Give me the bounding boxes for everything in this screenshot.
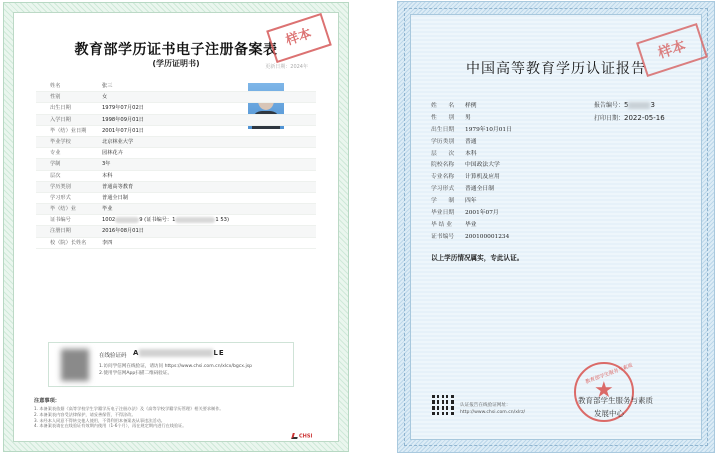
qr-code-icon: [432, 395, 454, 417]
field-label: 学 制: [431, 198, 455, 205]
verification-line: 2.使用学信网App扫描二维码验证。: [99, 370, 173, 376]
field-row: [431, 195, 601, 207]
redacted-mask: [175, 217, 215, 223]
verification-url-link: http://www.chsi.com.cn/xlrz/: [460, 409, 526, 415]
field-label: 专业名称: [431, 174, 455, 181]
field-row: [431, 231, 601, 243]
note-item: 2. 本备案表内容受法律保护，请妥善保管，不得涂改。: [34, 411, 136, 417]
row-value: 张三: [102, 83, 113, 89]
cert-number-part: 9 (证书编号：1: [139, 217, 176, 224]
update-date: 更新日期：2024年: [265, 64, 308, 70]
row-value: 普通高等教育: [102, 183, 134, 190]
row-label: 学习形式: [50, 194, 71, 201]
row-value: 园林花卉: [102, 150, 123, 157]
certificate-number-value: [102, 216, 229, 223]
row-label: 注册日期: [50, 228, 71, 235]
issuer-name: 教育部学生服务与素质: [578, 396, 653, 405]
report-title: 中国高等教育学历认证报告: [466, 61, 646, 77]
registration-record-form: [3, 2, 349, 452]
row-label: 毕（结）业: [50, 206, 76, 213]
table-row: [36, 126, 316, 137]
field-label: 学习形式: [431, 186, 455, 193]
field-value: 1979年10月01日: [465, 126, 512, 133]
field-label: 证书编号: [431, 233, 455, 240]
registration-record-title: 教育部学历证书电子注册备案表: [74, 42, 278, 58]
table-row: [36, 81, 316, 92]
field-label: 毕业日期: [431, 210, 455, 217]
cert-number-part: 1 53): [215, 217, 229, 224]
sample-stamp: 样本: [636, 23, 708, 77]
field-value: 200100001234: [465, 233, 510, 240]
field-label: 出生日期: [431, 126, 455, 133]
chsi-logo: [292, 433, 312, 440]
field-label: 性 别: [431, 114, 455, 121]
note-item: 3. 未经本人同意不得转交他人使用，不得利用本备案表从事违法活动。: [34, 417, 165, 423]
row-value: 3年: [102, 161, 111, 168]
table-row: [36, 103, 316, 114]
print-date-label: 打印日期：: [594, 114, 625, 122]
row-label: 性别: [50, 94, 61, 101]
table-row: [36, 92, 316, 103]
field-value: 普通全日制: [465, 186, 494, 193]
code-suffix: LE: [213, 349, 225, 357]
verification-url-label: 认证报告在线验证网址：: [460, 403, 511, 408]
table-row: [36, 215, 316, 226]
verification-url: [460, 403, 525, 416]
redacted-mask: [628, 102, 650, 109]
table-row: [36, 204, 316, 215]
row-label: 校（院）长姓名: [50, 239, 87, 246]
field-label: 姓 名: [431, 103, 455, 109]
chsi-logo-text: CHSI: [299, 433, 313, 440]
row-value: 普通全日制: [102, 194, 128, 201]
field-label: 学历类别: [431, 138, 455, 145]
redacted-mask: [139, 349, 213, 357]
row-value: 李四: [102, 239, 113, 246]
report-meta: [594, 100, 665, 125]
note-item: 4. 本备案表请在在线验证有效期内使用（1-6个月），再在规定期内进行在线验证。: [34, 423, 187, 429]
redacted-mask: [115, 217, 139, 223]
field-row: [431, 159, 601, 171]
row-label: 毕业学校: [50, 138, 71, 145]
table-row: [36, 182, 316, 193]
sample-stamp: 样本: [266, 13, 332, 63]
seal-star-icon: ★: [594, 378, 614, 403]
table-row: [36, 226, 316, 237]
table-row: [36, 148, 316, 159]
registration-record-subtitle: (学历证明书): [152, 59, 200, 68]
print-date-value: 2022-05-16: [624, 113, 665, 122]
field-row: [431, 148, 601, 160]
field-value: 样例: [465, 103, 477, 109]
row-value: 2016年08月01日: [102, 228, 144, 235]
table-row: [36, 159, 316, 170]
field-row: [431, 124, 601, 136]
row-label: 姓名: [50, 83, 61, 89]
row-value: 2001年07月01日: [102, 127, 144, 134]
field-value: 2001年07月: [465, 210, 499, 217]
field-value: 中国政法大学: [465, 162, 500, 169]
table-row: [36, 238, 316, 249]
report-number-suffix: 3: [650, 101, 655, 109]
report-fields: [431, 100, 601, 243]
table-row: [36, 115, 316, 126]
verification-code-value: [133, 349, 225, 357]
field-label: 毕 结 业: [431, 221, 453, 228]
row-value: 女: [102, 94, 108, 101]
field-row: [431, 207, 601, 219]
row-label: 学历类别: [50, 183, 71, 190]
table-row: [36, 171, 316, 182]
notes-title: 注意事项：: [34, 398, 60, 404]
online-verification-box: [48, 342, 294, 387]
field-label: 层 次: [431, 150, 455, 157]
report-number-prefix: 5: [624, 101, 629, 109]
row-value: 1998年09月01日: [102, 116, 144, 123]
verification-code-label: 在线验证码: [99, 353, 127, 359]
code-prefix: A: [133, 349, 140, 357]
field-value: 计算机及应用: [465, 174, 500, 181]
field-row: [431, 183, 601, 195]
cert-number-part: 1002: [102, 217, 116, 224]
field-value: 四年: [465, 198, 477, 205]
note-item: 1. 本备案表依据《高等学校学生学籍学历电子注册办法》及《高等学校学籍学历管理》相关要求制作。: [34, 406, 224, 411]
field-row: [431, 219, 601, 231]
row-label: 出生日期: [50, 105, 71, 112]
registration-record-inner: [13, 12, 339, 442]
chsi-logo-icon: [291, 433, 299, 439]
field-row: [431, 112, 601, 124]
field-row: [431, 100, 601, 112]
row-label: 层次: [50, 172, 61, 179]
row-label: 专业: [50, 150, 61, 157]
print-date: [594, 113, 665, 126]
notes-section: [34, 397, 304, 429]
blurred-qr-code-icon: [61, 349, 89, 381]
verification-instructions: [99, 364, 289, 377]
field-value: 普通: [465, 138, 477, 145]
issuer-name-line2: 发展中心: [594, 409, 624, 418]
field-value: 本科: [465, 150, 477, 157]
row-value: 毕业: [102, 206, 113, 213]
field-value: 男: [465, 114, 471, 121]
field-row: [431, 136, 601, 148]
report-number-label: 报告编号：: [594, 102, 625, 109]
table-row: [36, 137, 316, 148]
row-value: 1979年07月02日: [102, 105, 144, 112]
row-label: 毕（结）业日期: [50, 127, 87, 134]
row-label: 证书编号: [50, 217, 71, 224]
report-conclusion: 以上学历情况属实，专此认证。: [431, 254, 524, 262]
degree-verification-report: [397, 1, 715, 453]
row-value: 北京林业大学: [102, 138, 134, 145]
verification-line: 1.访问学信网在线验证，请访问 https://www.chsi.com.cn/xlcx/bgcx.jsp: [99, 364, 253, 369]
row-label: 入学日期: [50, 116, 71, 123]
seal-ring-text: 教育部学生服务与素质: [584, 362, 634, 386]
field-label: 院校名称: [431, 162, 455, 169]
field-row: [431, 171, 601, 183]
row-label: 学制: [50, 161, 61, 168]
table-row: [36, 193, 316, 204]
report-number: [594, 100, 665, 113]
field-value: 毕业: [465, 221, 477, 228]
row-value: 本科: [102, 172, 113, 179]
info-table: [36, 81, 316, 249]
